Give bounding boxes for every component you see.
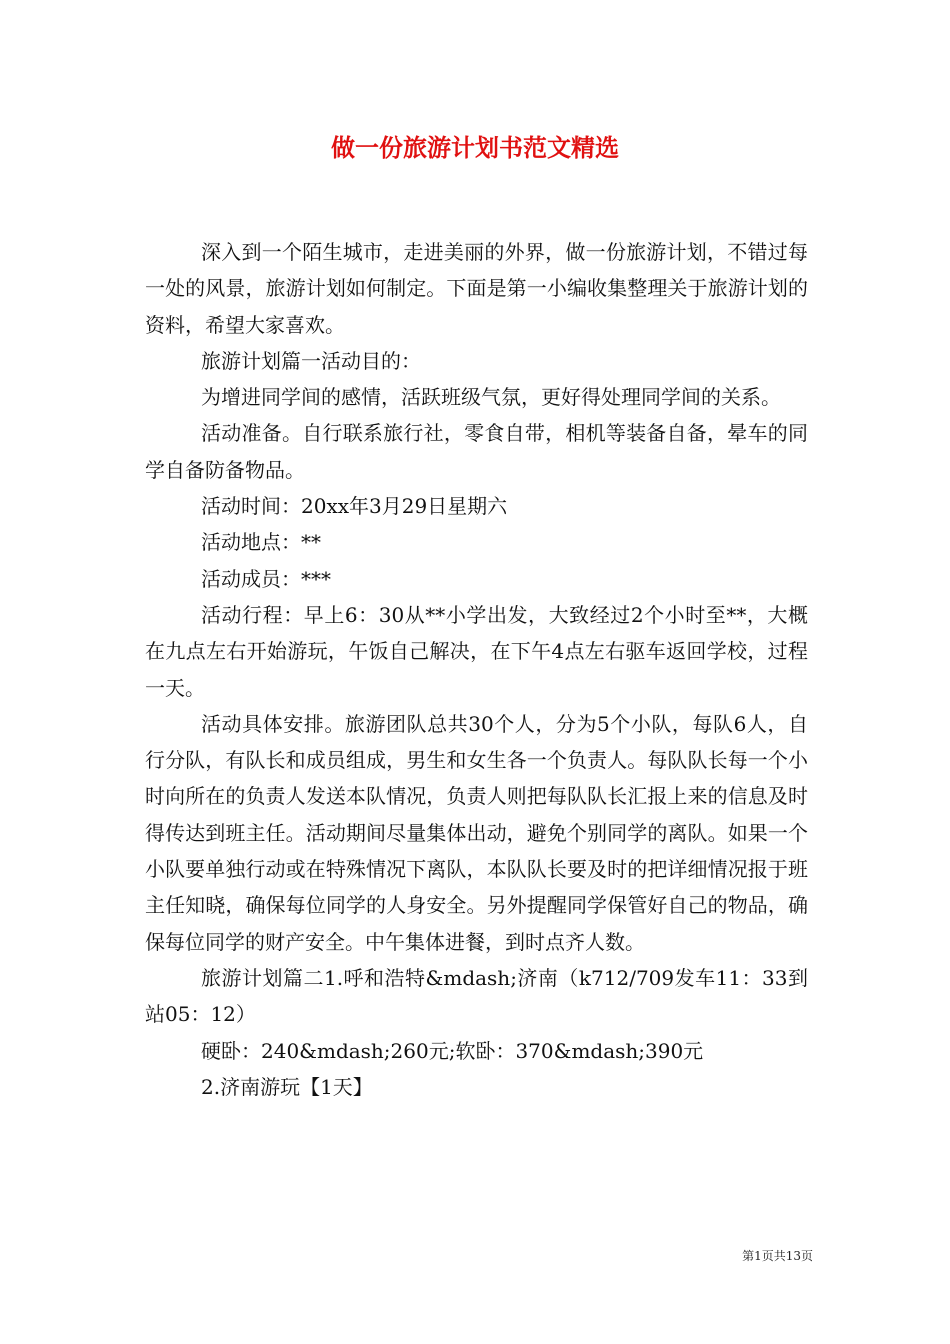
paragraph-location: 活动地点：**: [201, 530, 321, 555]
paragraph-purpose: 为增进同学间的感情，活跃班级气氛，更好得处理同学间的关系。: [201, 385, 781, 410]
paragraph-plan-one-heading: 旅游计划篇一活动目的：: [201, 348, 421, 373]
page-title: 做一份旅游计划书范文精选: [331, 133, 619, 162]
paragraph-members: 活动成员：***: [201, 566, 331, 591]
document-body: [145, 234, 808, 1105]
paragraph-arrangement: 活动具体安排。旅游团队总共30个人，分为5个小队，每队6人，自行分队，有队长和成员组成，男生和女生各一个负责人。每队队长每一个小时向所在的负责人发送本队情况，负责人则把每队队长汇报上来的信息及时得传达到班主任。活动期间尽量集体出动，避免个别同学的离队。如果一个小队要单独行动或在特殊情况下离队，本队队长要及时的把详细情况报于班主任知晓，确保每位同学的人身安全。另外提醒同学保管好自己的物品，确保每位同学的财产安全。中午集体进餐，到时点齐人数。: [145, 711, 808, 954]
paragraph-intro: 深入到一个陌生城市，走进美丽的外界，做一份旅游计划，不错过每一处的风景，旅游计划如何制定。下面是第一小编收集整理关于旅游计划的资料，希望大家喜欢。: [145, 240, 808, 337]
paragraph-plan-two-route: 旅游计划篇二1.呼和浩特&mdash;济南（k712/709发车11：33到站05：12）: [145, 965, 808, 1027]
paragraph-itinerary: 活动行程：早上6：30从**小学出发，大致经过2个小时至**，大概在九点左右开始游玩，午饭自己解决，在下午4点左右驱车返回学校，过程一天。: [145, 602, 808, 700]
paragraph-time: 活动时间：20xx年3月29日星期六: [201, 494, 508, 519]
paragraph-ticket-prices: 硬卧：240&mdash;260元;软卧：370&mdash;390元: [201, 1038, 704, 1063]
paragraph-jinan-tour: 2.济南游玩【1天】: [201, 1074, 373, 1099]
page-number: 第1页共13页: [742, 1249, 813, 1263]
paragraph-preparation: 活动准备。自行联系旅行社，零食自带，相机等装备自备，晕车的同学自备防备物品。: [145, 421, 808, 482]
